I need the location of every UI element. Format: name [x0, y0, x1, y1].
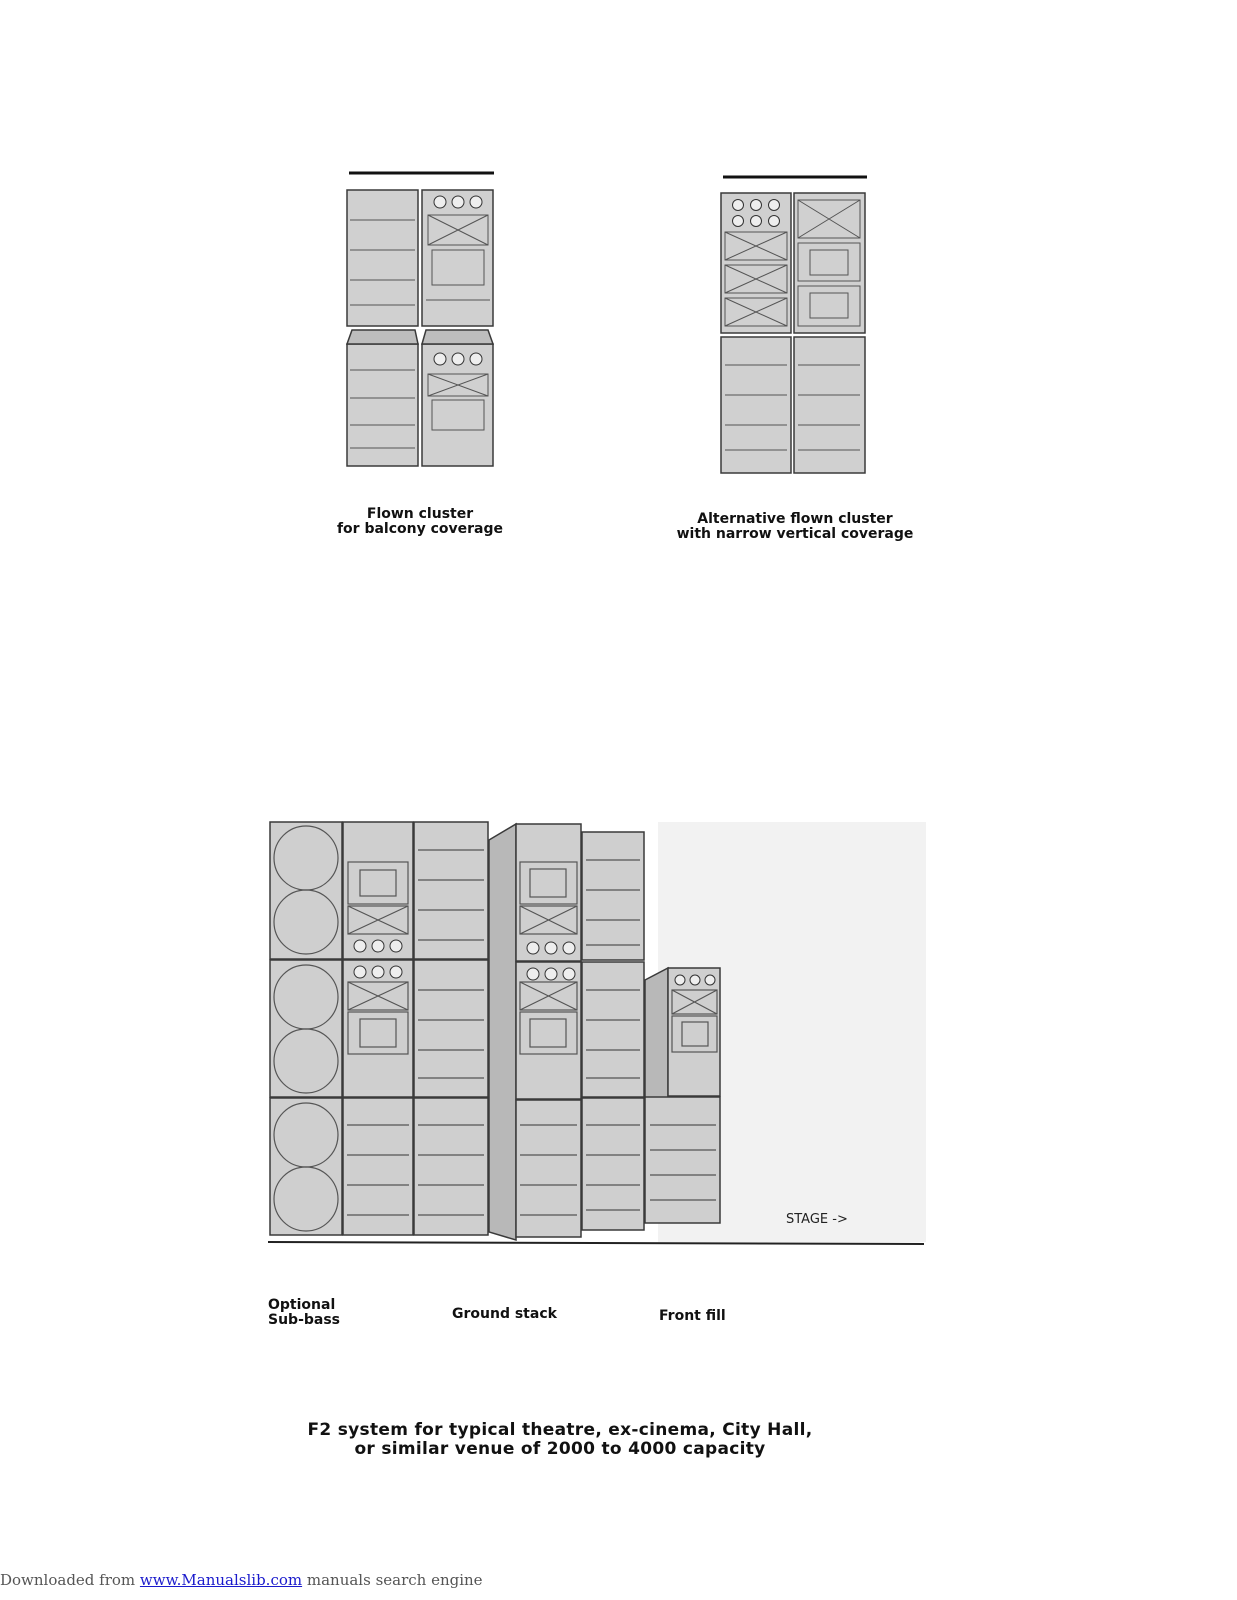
- caption-line: Alternative flown cluster: [697, 511, 893, 527]
- footer-prefix: Downloaded from: [0, 1571, 140, 1589]
- ground-stack-label: Ground stack: [452, 1306, 557, 1322]
- label-line: Sub-bass: [268, 1312, 341, 1329]
- front-fill-label: Front fill: [659, 1308, 726, 1324]
- label-line: Optional: [268, 1297, 336, 1313]
- footer: [0, 1571, 483, 1589]
- caption-line: with narrow vertical coverage: [676, 526, 914, 543]
- main-caption: [300, 1421, 820, 1458]
- stage-label: STAGE ->: [786, 1212, 848, 1227]
- footer-suffix: manuals search engine: [302, 1571, 483, 1589]
- caption-line: or similar venue of 2000 to 4000 capacity: [354, 1438, 766, 1459]
- caption-line: Flown cluster: [366, 506, 474, 522]
- sub-bass-label: [268, 1298, 340, 1329]
- manualslib-link[interactable]: www.Manualslib.com: [139, 1571, 303, 1589]
- caption-line: for balcony coverage: [336, 521, 504, 538]
- caption-line: F2 system for typical theatre, ex-cinema, City Hall,: [307, 1420, 813, 1440]
